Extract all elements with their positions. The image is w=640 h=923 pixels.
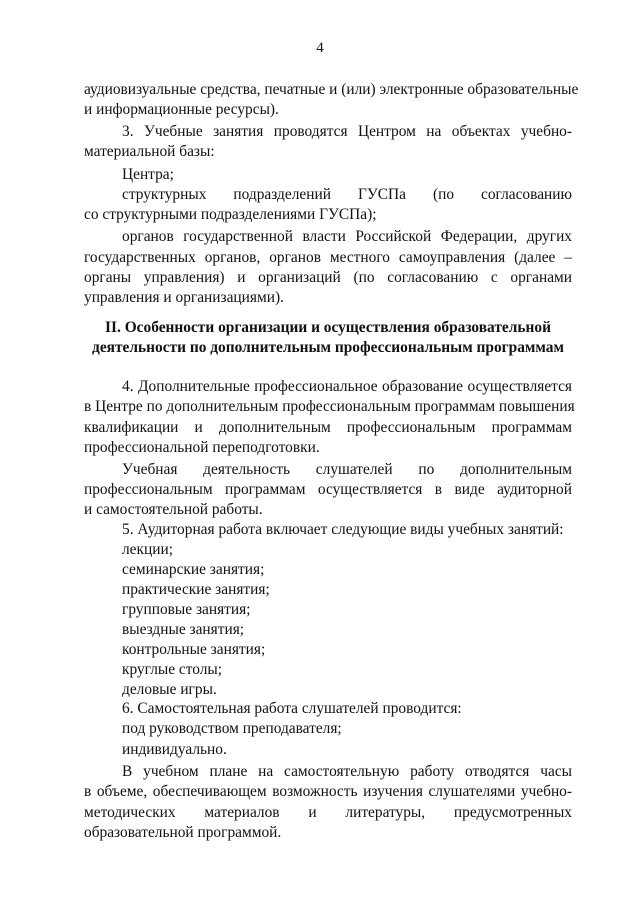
list-item: практические занятия;	[122, 581, 270, 598]
text-line: в Центре по дополнительным профессиональным программам повышения	[84, 398, 575, 415]
text-line: 3. Учебные занятия проводятся Центром на объектах учебно-	[122, 123, 572, 140]
list-item: индивидуально.	[122, 741, 227, 758]
list-item: под руководством преподавателя;	[122, 720, 342, 737]
text-line: профессиональной переподготовки.	[84, 439, 320, 456]
text-line: государственных органов, органов местного самоуправления (далее –	[84, 249, 572, 266]
text-line: органов государственной власти Российской Федерации, других	[122, 228, 572, 245]
text-line: 6. Самостоятельная работа слушателей проводится:	[122, 700, 462, 717]
section-heading-line: деятельности по дополнительным профессиональным программам	[92, 339, 564, 356]
list-item: выездные занятия;	[122, 621, 245, 638]
text-line: образовательной программой.	[84, 824, 282, 841]
list-item: лекции;	[122, 541, 173, 558]
text-line: профессиональным программам осуществляется в виде аудиторной	[84, 481, 572, 498]
list-item: круглые столы;	[122, 661, 223, 678]
text-line: органы управления) и организаций (по согласованию с органами	[84, 269, 572, 286]
text-line: 4. Дополнительные профессиональное образование осуществляется	[122, 378, 572, 395]
text-line: материальной базы:	[84, 143, 215, 160]
text-line: В учебном плане на самостоятельную работу отводятся часы	[122, 763, 572, 780]
text-line: управления и организациями).	[84, 289, 284, 306]
text-line: в объеме, обеспечивающем возможность изучения слушателями учебно-	[84, 783, 572, 800]
text-line: аудиовизуальные средства, печатные и (или) электронные образовательные	[84, 81, 579, 98]
page-number: 4	[316, 40, 324, 56]
text-line: со структурными подразделениями ГУСПа);	[84, 206, 377, 223]
text-line: и информационные ресурсы).	[84, 101, 279, 118]
text-line: методических материалов и литературы, предусмотренных	[84, 804, 572, 821]
list-item: деловые игры.	[122, 681, 217, 698]
text-line: 5. Аудиторная работа включает следующие виды учебных занятий:	[122, 521, 564, 538]
text-line: квалификации и дополнительным профессиональным программам	[84, 419, 572, 436]
list-item: Центра;	[122, 166, 174, 183]
list-item: контрольные занятия;	[122, 641, 266, 658]
text-line: структурных подразделений ГУСПа (по согласованию	[122, 186, 572, 203]
section-heading-line: II. Особенности организации и осуществления образовательной	[105, 319, 551, 336]
text-line: и самостоятельной работы.	[84, 501, 263, 518]
text-line: Учебная деятельность слушателей по дополнительным	[122, 461, 572, 478]
list-item: групповые занятия;	[122, 601, 251, 618]
list-item: семинарские занятия;	[122, 561, 265, 578]
